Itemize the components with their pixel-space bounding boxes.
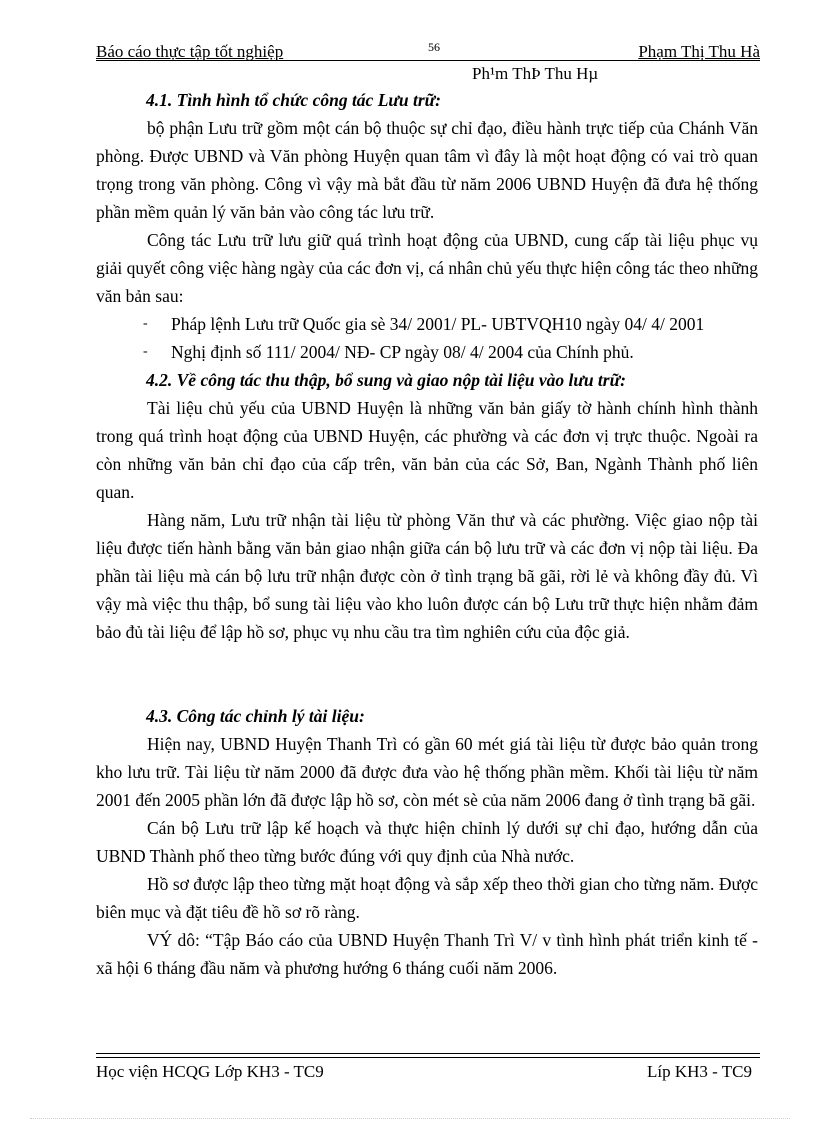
- section-heading-4-1: 4.1. Tình hình tổ chức công tác Lưu trữ:: [146, 90, 441, 110]
- section-heading-4-3: 4.3. Công tác chỉnh lý tài liệu:: [146, 706, 365, 726]
- header-report-title: Báo cáo thực tập tốt nghiệp: [96, 42, 284, 61]
- list-item-text: Nghị định số 111/ 2004/ NĐ- CP ngày 08/ 4/ 2004 của Chính phủ.: [171, 342, 634, 362]
- paragraph: Công tác Lưu trữ lưu giữ quá trình hoạt động của UBND, cung cấp tài liệu phục vụ giải quyết công việc hàng ngày của các đơn vị, cá nhân chủ yếu thực hiện công tác theo những văn bản sau:: [96, 230, 758, 306]
- list-item: [96, 310, 758, 338]
- paragraph: Hiện nay, UBND Huyện Thanh Trì có gần 60 mét giá tài liệu từ được bảo quản trong kho lưu trữ. Tài liệu từ năm 2000 đã được đưa vào hệ thống phần mềm. Khối tài liệu từ năm 2001 đến 2005 phần lớn đã được lập hồ sơ, còn mét sè của năm 2006 đang ở tình trạng bã gãi.: [96, 734, 758, 810]
- section-heading-4-2: 4.2. Về công tác thu thập, bổ sung và giao nộp tài liệu vào lưu trữ:: [146, 370, 626, 390]
- paragraph: Hồ sơ được lập theo từng mặt hoạt động và sắp xếp theo thời gian cho từng năm. Được biên mục và đặt tiêu đề hồ sơ rõ ràng.: [96, 874, 758, 922]
- document-body: [96, 86, 758, 982]
- list-item-text: Pháp lệnh Lưu trữ Quốc gia sè 34/ 2001/ PL- UBTVQH10 ngày 04/ 4/ 2001: [171, 314, 705, 334]
- header-divider: [96, 60, 760, 61]
- footer-class: Líp KH3 - TC9: [647, 1062, 752, 1081]
- footer-institution: Học viện HCQG Lớp KH3 - TC9: [96, 1062, 324, 1081]
- bullet-dash: -: [143, 344, 148, 359]
- paragraph: Tài liệu chủ yếu của UBND Huyện là những văn bản giấy tờ hành chính hình thành trong quá trình hoạt động của UBND Huyện, các phường và các đơn vị trực thuộc. Ngoài ra còn những văn bản chỉ đạo của cấp trên, văn bản của các Sở, Ban, Ngành Thành phố liên quan.: [96, 398, 758, 502]
- spacer: [96, 646, 758, 702]
- paragraph: bộ phận Lưu trữ gồm một cán bộ thuộc sự chỉ đạo, điều hành trực tiếp của Chánh Văn phòng. Được UBND và Văn phòng Huyện quan tâm vì đây là một hoạt động có vai trò quan trọng trong văn phòng. Công vì vậy mà bắt đầu từ năm 2006 UBND Huyện đã đưa hệ thống phần mềm quản lý văn bản vào công tác lưu trữ.: [96, 118, 758, 222]
- paragraph: VÝ dô: “Tập Báo cáo của UBND Huyện Thanh Trì V/ v tình hình phát triển kinh tế - xã hội 6 tháng đầu năm và phương hướng 6 tháng cuối năm 2006.: [96, 930, 758, 978]
- list-item: [96, 338, 758, 366]
- page-header: [96, 40, 760, 62]
- header-author-legacy-font: Ph¹m ThÞ Thu Hµ: [472, 64, 599, 83]
- page-number: 56: [428, 40, 440, 54]
- footer-divider-top: [96, 1053, 760, 1054]
- footer-divider-bottom: [96, 1057, 760, 1058]
- page-edge-dots: [30, 1118, 790, 1119]
- header-author: Phạm Thị Thu Hà: [638, 42, 760, 61]
- paragraph: Hàng năm, Lưu trữ nhận tài liệu từ phòng Văn thư và các phường. Việc giao nộp tài liệu được tiến hành bằng văn bản giao nhận giữa cán bộ lưu trữ và các đơn vị nộp tài liệu. Đa phần tài liệu mà cán bộ lưu trữ nhận được còn ở tình trạng bã gãi, rời lẻ và không đầy đủ. Vì vậy mà việc thu thập, bổ sung tài liệu vào kho luôn được cán bộ Lưu trữ thực hiện nhằm đảm bảo đủ tài liệu để lập hồ sơ, phục vụ nhu cầu tra tìm nghiên cứu của độc giả.: [96, 510, 758, 642]
- bullet-dash: -: [143, 316, 148, 331]
- paragraph: Cán bộ Lưu trữ lập kế hoạch và thực hiện chỉnh lý dưới sự chỉ đạo, hướng dẫn của UBND Thành phố theo từng bước đúng với quy định của Nhà nước.: [96, 818, 758, 866]
